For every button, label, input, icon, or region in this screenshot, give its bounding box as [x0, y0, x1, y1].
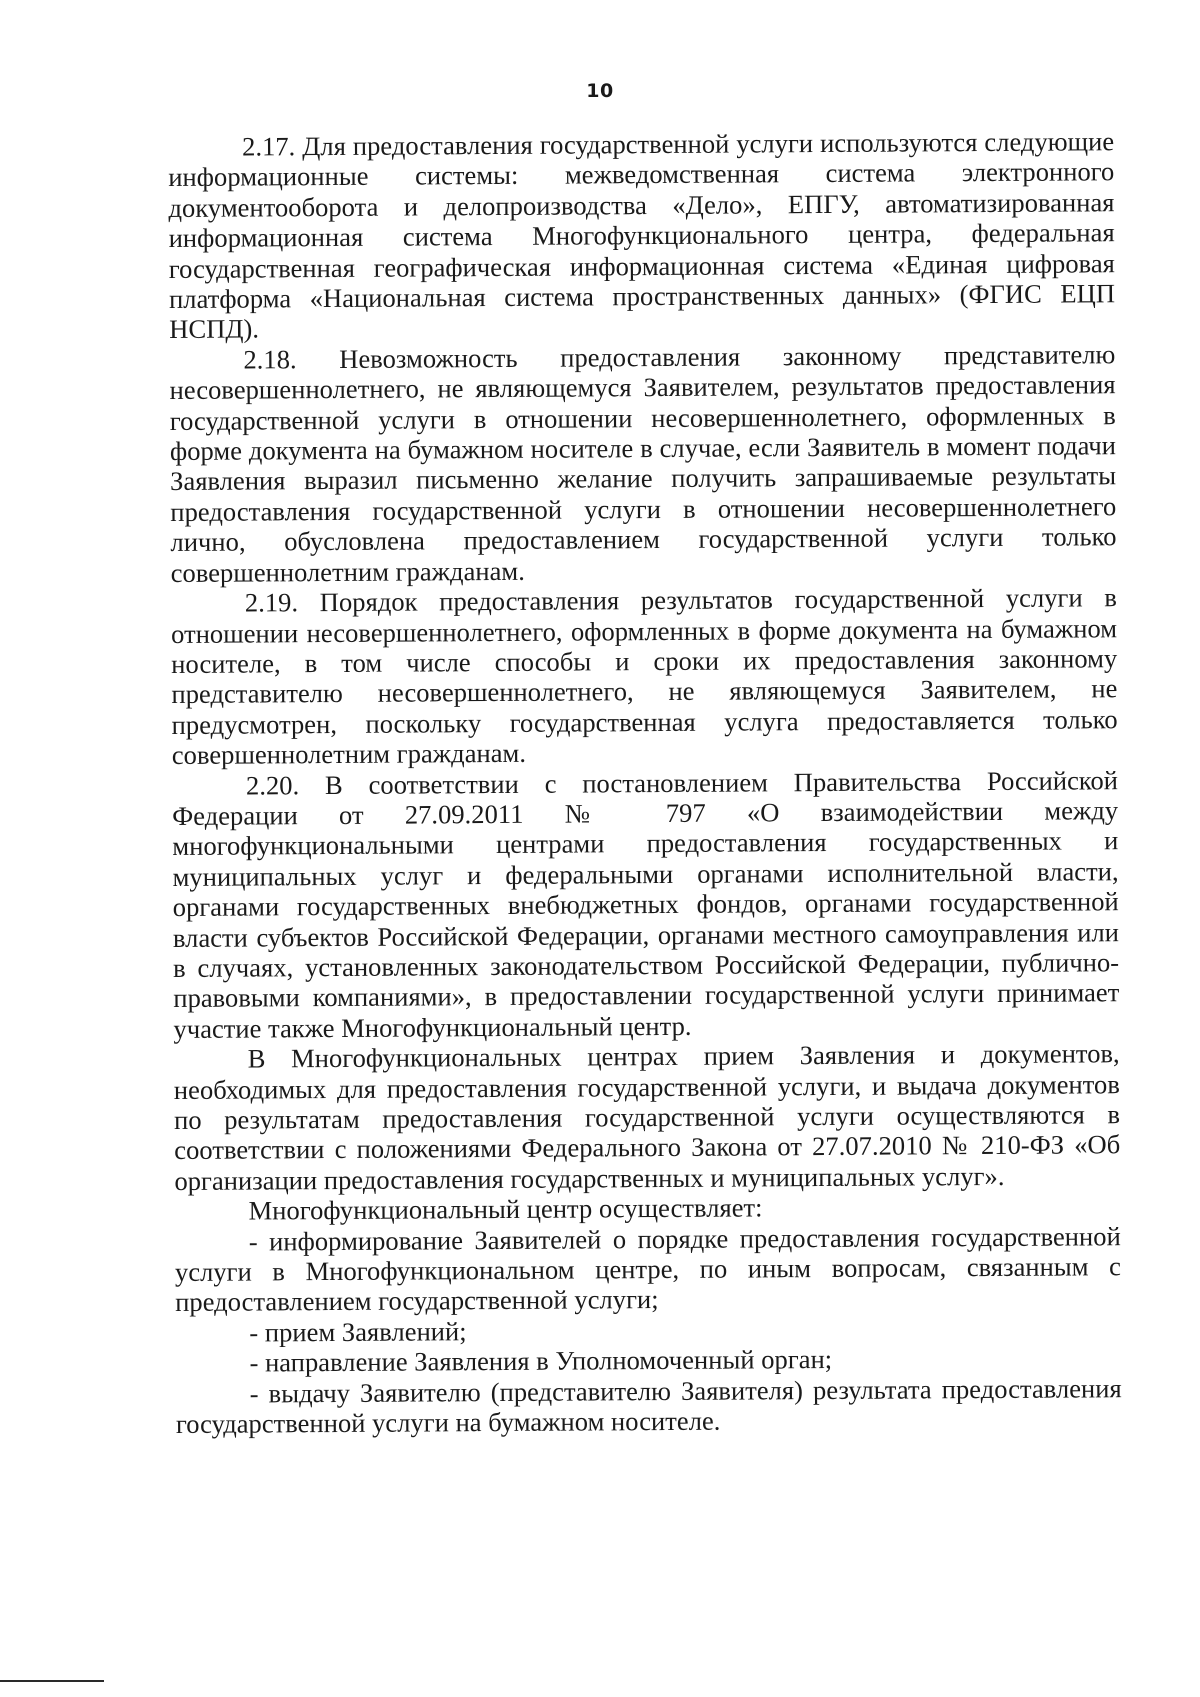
paragraph-mfc-reception: В Многофункциональных центрах прием Заявления и документов, необходимых для предоставления государственной услуги, и выдача документов по результатам предоставления государственной услуги осуществляются в соответствии с положениями Федерального Закона от 27.07.2010 № 210-ФЗ «Об организации предоставления государственных и муниципальных услуг».: [173, 1038, 1121, 1196]
paragraph-mfc-functions-intro: Многофункциональный центр осуществляет:: [248, 1192, 763, 1226]
list-item-reception: - прием Заявлений;: [249, 1316, 467, 1348]
list-item-forwarding: - направление Заявления в Уполномоченный орган;: [249, 1344, 833, 1378]
paragraph-2-19: 2.19. Порядок предоставления результатов государственной услуги в отношении несовершеннолетнего, оформленных в форме документа на бумажном носителе, в том числе способы и сроки их предоставления законному представителю несовершеннолетнего, не являющемуся Заявителем, не предусмотрен, поскольку государственная услуга предоставляется только совершеннолетним гражданам.: [170, 582, 1118, 771]
paragraph-2-17: 2.17. Для предоставления государственной услуги используются следующие информационные системы: межведомственная система электронного документооборота и делопроизводства «Дело», ЕПГУ, автоматизированная информационная система Многофункционального центра, федеральная государственная географическая информационная система «Единая цифровая платформа «Национальная система пространственных данных» (ФГИС ЕЦП НСПД).: [168, 126, 1116, 345]
document-body: [168, 126, 1122, 1439]
paragraph-2-20: 2.20. В соответствии с постановлением Правительства Российской Федерации от 27.09.2011 № 797 «О взаимодействии между многофункциональными центрами предоставления государственных и муниципальных услуг и федеральными органами исполнительной власти, органами государственных внебюджетных фондов, органами государственной власти субъектов Российской Федерации, органами местного самоуправления или в случаях, установленных законодательством Российской Федерации, публично-правовыми компаниями», в предоставлении государственной услуги принимает участие также Многофункциональный центр.: [172, 764, 1120, 1044]
list-item-issuance: - выдачу Заявителю (представителю Заявителя) результата предоставления государственной услуги на бумажном носителе.: [175, 1372, 1122, 1440]
list-item-informing: - информирование Заявителей о порядке предоставления государственной услуги в Многофункциональном центре, по иным вопросам, связанным с предоставлением государственной услуги;: [174, 1220, 1122, 1318]
footnote-separator-line: [0, 1680, 104, 1682]
paragraph-2-18: 2.18. Невозможность предоставления законному представителю несовершеннолетнего, не являющемуся Заявителем, результатов предоставления государственной услуги в отношении несовершеннолетнего, оформленных в форме документа на бумажном носителе в случае, если Заявитель в момент подачи Заявления выразил письменно желание получить запрашиваемые результаты предоставления государственной услуги в отношении несовершеннолетнего лично, обусловлена предоставлением государственной услуги только совершеннолетним гражданам.: [169, 339, 1117, 588]
page-number: 10: [586, 80, 614, 102]
